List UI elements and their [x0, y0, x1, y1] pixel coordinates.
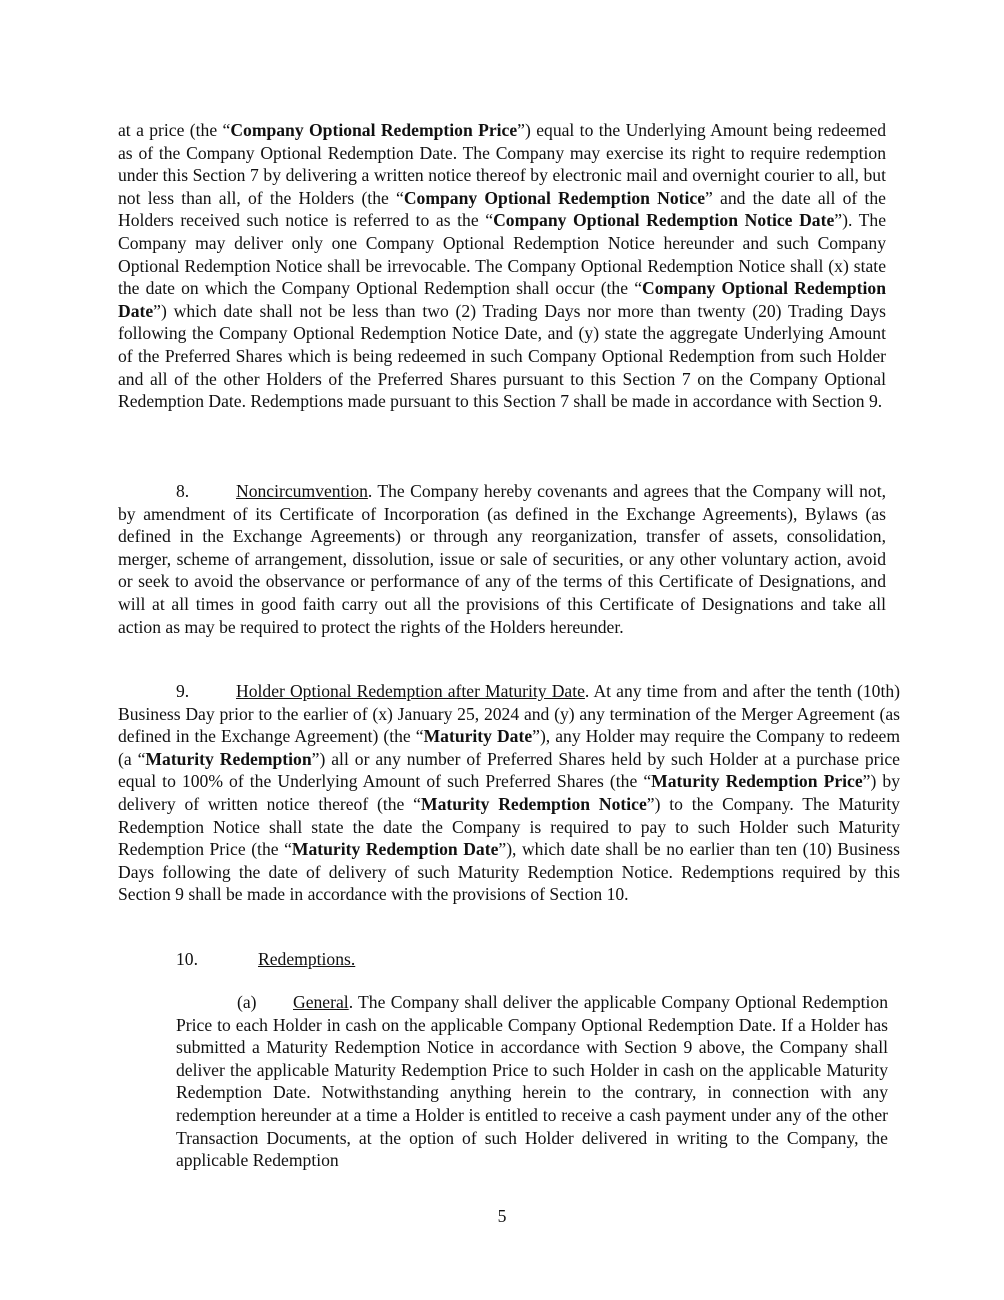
text-run: ”) to the Company. The Maturity Redemption Notice shall state the date the Company is required to pay to such Holder such Maturity Redemption Price (the “	[118, 793, 900, 860]
defined-term: Maturity Redemption	[145, 748, 312, 769]
section-heading: Redemptions.	[258, 949, 356, 969]
text-run: . The Company hereby covenants and agrees that the Company will not, by amendment of its Certificate of Incorporation (as defined in the Exchange Agreements), Bylaws (as defined in the Exchange Agreements) or through any reorganization, transfer of assets, consolidation, merger, scheme of arrangement, dissolution, issue or sale of securities, or any other voluntary action, avoid or seek to avoid the observance or performance of any of the terms of this Certificate of Designations, and will at all times in good faith carry out all the provisions of this Certificate of Designations and take all action as may be required to protect the rights of the Holders hereunder.	[118, 481, 886, 637]
text-run: at a price (the “	[118, 120, 231, 140]
defined-term: Company Optional Redemption Notice Date	[493, 210, 835, 231]
text-run: ”), which date shall be no earlier than ten (10) Business Days following the date of delivery of such Maturity Redemption Notice. Redemptions required by this Section 9 shall be made in accordance with the provisions of Section 10.	[118, 839, 900, 905]
subsection-label: (a)	[237, 992, 257, 1012]
defined-term: Maturity Redemption Price	[651, 771, 863, 792]
page-number: 5	[497, 1206, 507, 1226]
text-run: ”). The Company may deliver only one Company Optional Redemption Notice hereunder and such Company Optional Redemption Notice shall be irrevocable. The Company Optional Redemption Notice shall (x) state the date on which the Company Optional Redemption shall occur (the “	[118, 210, 886, 299]
section-number: 8.	[176, 481, 190, 501]
text-run: ”) equal to the Underlying Amount being redeemed as of the Company Optional Redemption Date. The Company may exercise its right to require redemption under this Section 7 by delivering a written notice thereof by electronic mail and overnight courier to all, but not less than all, of the Holders (the “	[118, 120, 886, 208]
text-run: ” and the date all of the Holders received such notice is referred to as the “	[118, 187, 886, 231]
defined-term: Maturity Redemption Notice	[421, 793, 647, 814]
section-7-continuation-paragraph	[118, 119, 886, 413]
section-10a-paragraph	[176, 991, 888, 1172]
text-run: ”), any Holder may require the Company to redeem (a “	[118, 726, 900, 769]
section-8-paragraph	[118, 480, 886, 638]
section-heading: Holder Optional Redemption after Maturity Date	[236, 681, 585, 701]
subsection-heading: General	[293, 992, 349, 1012]
defined-term: Company Optional Redemption Price	[230, 120, 518, 140]
defined-term: Maturity Redemption Date	[291, 839, 499, 860]
defined-term: Company Optional Redemption Date	[118, 278, 887, 321]
text-run: . The Company shall deliver the applicable Company Optional Redemption Price to each Holder in cash on the applicable Company Optional Redemption Date. If a Holder has submitted a Maturity Redemption Notice in accordance with Section 9 above, the Company shall deliver the applicable Maturity Redemption Price to such Holder in cash on the applicable Maturity Redemption Date. Notwithstanding anything herein to the contrary, in connection with any redemption hereunder at a time a Holder is entitled to receive a cash payment under any of the other Transaction Documents, at the option of such Holder delivered in writing to the Company, the applicable Redemption	[176, 992, 888, 1171]
section-number: 9.	[176, 681, 190, 701]
section-10-heading	[176, 948, 576, 971]
defined-term: Company Optional Redemption Notice	[403, 187, 705, 208]
text-run: ”) by delivery of written notice thereof (the “	[118, 771, 900, 814]
section-number: 10.	[176, 949, 198, 969]
section-9-paragraph	[118, 680, 900, 906]
text-run: ”) which date shall not be less than two (2) Trading Days nor more than twenty (20) Trading Days following the Company Optional Redemption Notice Date, and (y) state the aggregate Underlying Amount of the Preferred Shares which is being redeemed in such Company Optional Redemption from such Holder and all of the other Holders of the Preferred Shares pursuant to this Section 7 on the Company Optional Redemption Date. Redemptions made pursuant to this Section 7 shall be made in accordance with Section 9.	[118, 300, 886, 412]
text-run: ”) all or any number of Preferred Shares held by such Holder at a purchase price equal to 100% of the Underlying Amount of such Preferred Shares (the “	[118, 748, 900, 792]
section-heading: Noncircumvention	[236, 481, 368, 501]
defined-term: Maturity Date	[423, 726, 533, 747]
text-run: . At any time from and after the tenth (10th) Business Day prior to the earlier of (x) January 25, 2024 and (y) any termination of the Merger Agreement (as defined in the Exchange Agreement) (the “	[118, 681, 900, 747]
